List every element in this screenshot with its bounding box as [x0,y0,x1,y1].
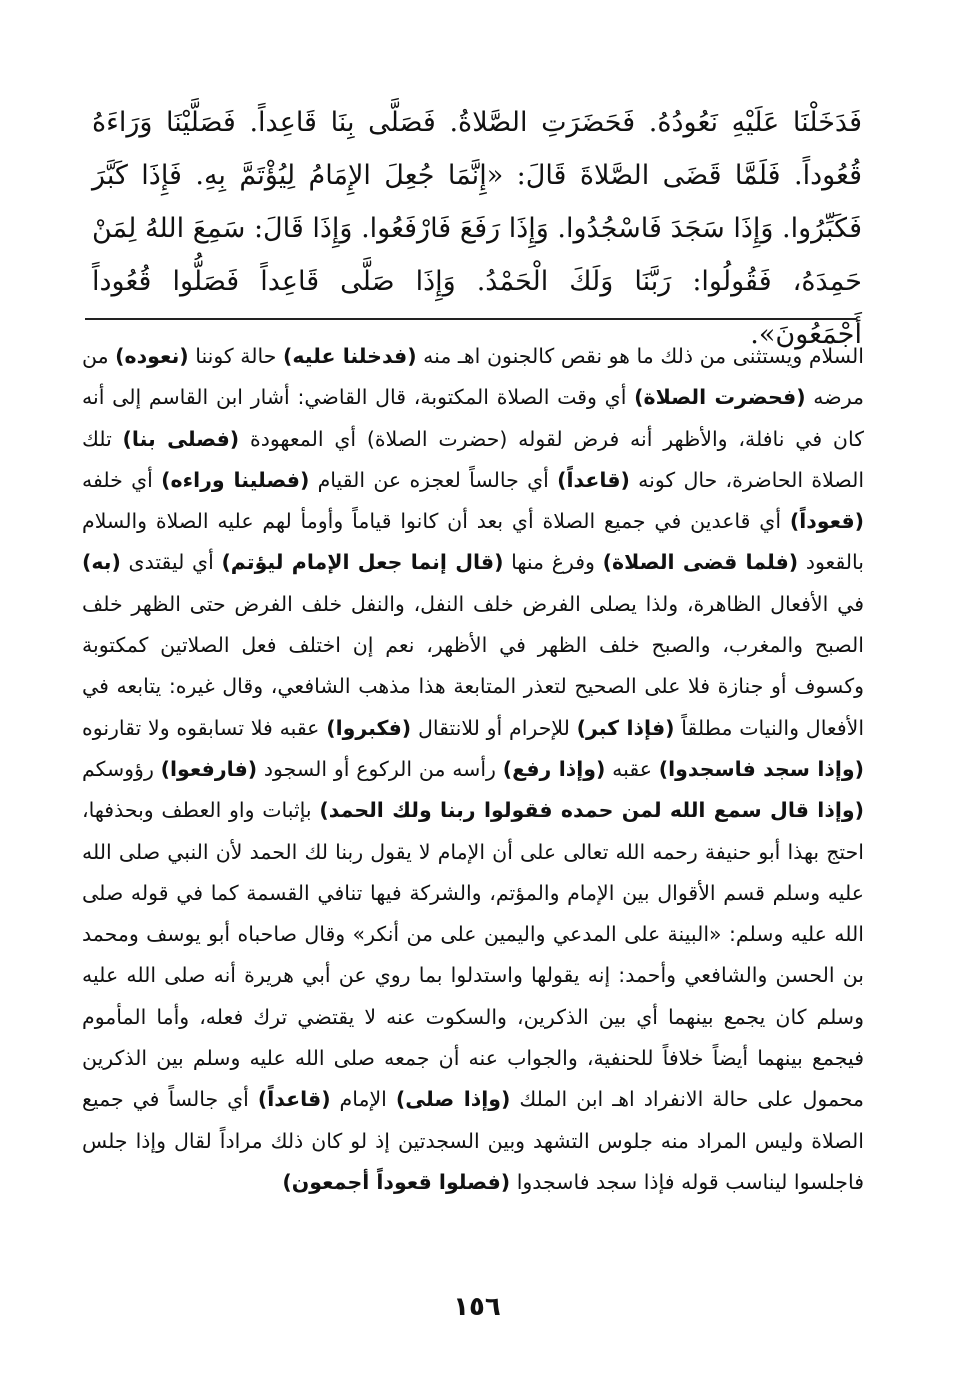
quoted-phrase: (فكبروا) [326,715,412,740]
commentary-segment: وفرغ منها [503,550,603,575]
commentary-segment: أي خلفه [82,467,162,492]
commentary-segment: عقبه فلا تسابقوه ولا تقارنوه [82,715,327,740]
quoted-phrase: (فدخلنا عليه) [283,344,417,368]
commentary-segment: رأسه من الركوع أو السجود [257,756,503,781]
commentary-segment: أي ليقتدى [120,550,222,575]
quoted-phrase: (فصلوا قعوداً أجمعون) [282,1169,511,1194]
quoted-phrase: (وإذا قال سمع الله لمن حمده فقولوا ربنا ولك الحمد) [319,798,864,823]
commentary-segment: أي جالساً لعجزه عن القيام [309,467,558,492]
quoted-phrase: (فارفعوا) [160,756,258,781]
commentary-segment: أي جالساً في جميع الصلاة وليس المراد منه جلوس التشهد وبين السجدتين إذ لو كان ذلك مراداً لقال وإذا جلس فاجلسوا ليناسب قوله فإذا سجد فاسجدوا [82,1087,864,1194]
commentary-segment: عقبه [605,756,659,781]
quoted-phrase: (فلما قضى الصلاة) [602,550,799,575]
quoted-phrase: (نعوده) [115,344,189,368]
page-number: ١٥٦ [453,1292,501,1322]
quoted-phrase: (فحضرت الصلاة) [634,385,806,410]
quoted-phrase: (قاعداً) [557,467,630,492]
quoted-phrase: (قعوداً) [789,509,864,534]
quoted-phrase: (فصلى بنا) [122,426,240,451]
commentary-segment: السلام ويستثنى من ذلك ما هو نقص كالجنون اهـ منه [416,344,864,368]
quoted-phrase: (قال إنما جعل الإمام ليؤتم) [221,550,504,575]
commentary-segment: حالة كوننا [188,344,283,368]
quoted-phrase: (به) [82,550,121,575]
commentary-paragraph [82,336,864,1203]
commentary-segment: أي وقت الصلاة المكتوبة، قال القاضي: أشار ابن القاسم إلى أنه كان في نافلة، والأظهر أنه فرض لقوله (حضرت الصلاة) أي المعهودة [82,385,864,451]
quoted-phrase: (وإذا صلى) [395,1087,511,1112]
commentary-segment: في الأفعال الظاهرة، ولذا يصلى الفرض خلف النفل، والنفل خلف الفرض حتى الظهر خلف الصبح والمغرب، والصبح خلف الظهر في الأظهر، نعم إن اختلف فعل الصلاتين كمكتوبة وكسوف أو جنازة فلا على الصحيح لتعذر المتابعة هذا مذهب الشافعي، وقال غيره: يتابعه في الأفعال والنيات مطلقاً [82,591,865,740]
commentary-segment: الإمام [330,1087,396,1112]
quoted-phrase: (قاعداً) [257,1087,331,1112]
commentary-segment: للإحرام أو للانتقال [411,715,577,740]
commentary-segment: بإثبات واو العطف وبحذفها، احتج بهذا أبو حنيفة رحمه الله تعالى على أن الإمام لا يقول ربنا لك الحمد لأن النبي صلى الله عليه وسلم قسم الأقوال بين الإمام والمؤتم، والشركة فيها تنافي القسمة كما في قوله صلى الله عليه وسلم: «البينة على المدعي واليمين على من أنكر» وقال صاحباه أبو يوسف ومحمد بن الحسن والشافعي وأحمد: إنه يقولها واستدلوا بما روي عن أبي هريرة أنه صلى الله عليه وسلم كان يجمع بينهما أي بين الذكرين، والسكوت عنه لا يقتضي ترك فعله، وأما المأموم فيجمع بينهما أيضاً خلافاً للحنفية، والجواب عنه أن جمعه صلى الله عليه وسلم بين الذكرين محمول على حالة الانفراد اهـ ابن الملك [82,798,865,1112]
commentary-segment: من مرضه [82,344,864,410]
quoted-phrase: (وإذا رفع) [502,756,606,781]
commentary-segment: رؤوسكم [82,756,161,781]
quoted-phrase: (وإذا سجد فاسجدوا) [658,756,865,781]
quoted-phrase: (فإذا كبر) [576,715,675,740]
hadith-paragraph: فَدَخَلْنَا عَلَيْهِ نَعُودُهُ. فَحَضَرَتِ الصَّلاةُ. فَصَلَّى بِنَا قَاعِداً. فَصَلَّيْنَا وَرَاءَهُ قُعُوداً. فَلَمَّا قَضَى الصَّلاةَ قَالَ: «إِنَّمَا جُعِلَ الإِمَامُ لِيُؤْتَمَّ بِهِ. فَإِذَا كَبَّرَ فَكَبِّرُوا. وَإِذَا سَجَدَ فَاسْجُدُوا. وَإِذَا رَفَعَ فَارْفَعُوا. وَإِذَا قَالَ: سَمِعَ اللهُ لِمَنْ حَمِدَهُ، فَقُولُوا: رَبَّنَا وَلَكَ الْحَمْدُ. وَإِذَا صَلَّى قَاعِداً فَصَلُّوا قُعُوداً أَجْمَعُونَ». [92,107,862,350]
quoted-phrase: (فصلينا وراءه) [161,467,310,492]
commentary-text [82,336,864,1203]
commentary-segment: أي قاعدين في جميع الصلاة أي بعد أن كانوا قياماً وأومأ لهم عليه الصلاة والسلام بالقعود [82,509,865,575]
hadith-main-text [92,96,862,361]
commentary-segment: تلك الصلاة الحاضرة، حال كونه [82,426,865,492]
footnote-divider [85,318,856,320]
